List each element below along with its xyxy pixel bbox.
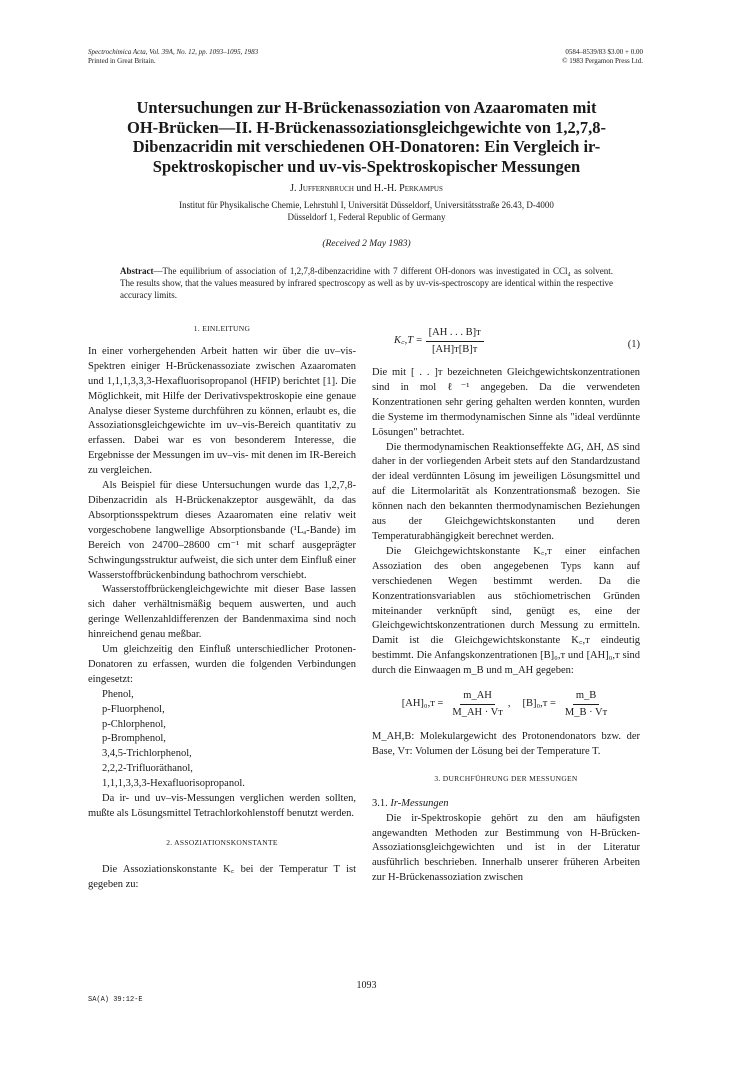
author-name: Juffernbruch <box>299 183 354 194</box>
equation-denominator: M_B · Vᴛ <box>564 707 608 719</box>
article-title <box>88 98 645 176</box>
author-line <box>88 183 645 194</box>
title-line: Spektroskopischer und uv-vis-Spektroskopischer Messungen <box>152 156 581 176</box>
equation-numerator: m_AH <box>460 689 495 705</box>
paragraph: Die ir-Spektroskopie gehört zu den am häufigsten angewandten Methoden zur Bestimmung von H-Brücken-Assoziationsgleichgewichten und ist in der Literatur ausführlich beschrieben. Innerhalb unserer früheren Arbeiten zur H-Brückenassoziation zwischen <box>372 812 640 884</box>
journal-citation-line: Spectrochimica Acta, Vol. 39A, No. 12, pp. 1093–1095, 1983 <box>88 48 259 56</box>
compound-item: 2,2,2-Trifluoräthanol, <box>102 763 193 775</box>
equation-numerator: m_B <box>573 689 599 705</box>
equation-lhs: K꜀,T = <box>394 335 423 347</box>
subsection-heading <box>372 797 640 812</box>
left-column <box>88 322 356 893</box>
right-column <box>372 322 640 886</box>
equation-numerator: [AH . . . B]ᴛ <box>426 326 484 342</box>
paragraph: Die thermodynamischen Reaktionseffekte ΔG, ΔH, ΔS sind daher in der vorliegenden Arbeit stets auf den Standardzustand der ideal verdünnten Lösung im jeweiligen Lösungsmittel und auf die Litermolarität als Konzentrationsmaß bezogen. Sie können nach den bekannten thermodynamischen Beziehungen aus der Gleichgewichtskonstanten und deren Temperaturabhängigkeit berechnet werden. <box>372 441 640 542</box>
title-line: Untersuchungen zur H-Brückenassoziation von Azaaromaten mit <box>136 98 597 117</box>
abstract-text: —The equilibrium of association of 1,2,7,8-dibenzacridine with 7 different OH-donors was investigated in CCl₄ as solvent. The results show, that the values measured by infrared spectroscopy as well as by uv-vis-spectroscopy are identical within the respective accuracy limits. <box>120 266 613 300</box>
printed-in-line: Printed in Great Britain. <box>88 57 156 65</box>
equation-lhs: [AH]₀,ᴛ = <box>401 698 444 710</box>
page-number: 1093 <box>356 980 377 991</box>
issn-price-line: 0584–8539/83 $3.00 + 0.00 <box>565 48 643 56</box>
received-date: (Received 2 May 1983) <box>322 239 411 249</box>
compound-item: p-Bromphenol, <box>102 733 166 745</box>
paragraph: Wasserstoffbrückengleichgewichte mit dieser Base lassen sich daher verhältnismäßig bequem auswerten, und auch geringe Wellenzahldifferenzen der Bandenmaxima sind noch hinreichend genau meßbar. <box>88 584 356 641</box>
abstract <box>120 265 613 301</box>
copyright-line: © 1983 Pergamon Press Ltd. <box>562 57 643 65</box>
paragraph: Die mit [ . . ]ᴛ bezeichneten Gleichgewichtskonzentrationen sind in mol ℓ⁻¹ angegeben. Da die verwendeten Konzentrationen sehr gering gehalten werden konnten, wurden die Systeme im thermodynamischen Sinne als "ideal verdünnte Lösungen" betrachtet. <box>372 367 640 438</box>
equation-lhs: [B]₀,ᴛ = <box>522 698 556 710</box>
affiliation-line: Institut für Physikalische Chemie, Lehrstuhl I, Universität Düsseldorf, Universitätsstraße 26.43, D-4000 <box>179 200 554 210</box>
compound-item: 3,4,5-Trichlorphenol, <box>102 748 192 760</box>
equation-denominator: M_AH · Vᴛ <box>452 707 503 719</box>
compound-item: 1,1,1,3,3,3-Hexafluorisopropanol. <box>102 778 245 790</box>
author-initial: J. <box>290 183 300 194</box>
compound-item: p-Fluorphenol, <box>102 703 165 715</box>
author-initial: H.-H. <box>373 183 400 194</box>
equation-denominator: [AH]ᴛ[B]ᴛ <box>432 344 478 355</box>
affiliation-line: Düsseldorf 1, Federal Republic of Germany <box>287 212 446 222</box>
section-heading-durchfuehrung: 3. DURCHFÜHRUNG DER MESSUNGEN <box>434 773 578 783</box>
equation-2: [AH]₀,ᴛ = $\frac{m\_AH}{\text{M\_AH · Vᴛ}}$ , [B]₀,ᴛ = $\frac{m\_B}{\text{M\_B · Vᴛ}}$ <box>372 689 640 720</box>
subsection-title: Ir-Messungen <box>390 797 449 809</box>
paragraph: Die Assoziationskonstante K꜀ bei der Temperatur T ist gegeben zu: <box>88 863 356 890</box>
equation-1 <box>372 322 640 364</box>
equation-number: (1) <box>627 339 640 350</box>
author-name: Perkampus <box>399 183 443 194</box>
footer-code: SA(A) 39:12-E <box>88 996 143 1004</box>
paragraph: Da ir- und uv–vis-Messungen verglichen werden sollten, mußte als Lösungsmittel Tetrachlorkohlenstoff benutzt werden. <box>88 793 356 819</box>
paragraph: In einer vorhergehenden Arbeit hatten wir über die uv–vis-Spektren einiger H-Brückenassoziate zwischen Azaaromaten und 1,1,1,3,3,3-Hexafluorisopropanol (HFIP) berichtet [1]. Die Möglichkeit, mit Hilfe der Derivativspektroskopie eine genaue Analyse dieser Systeme durchführen zu können, erlaubt es, die Assoziationsgleichgewichte im uv–vis-Bereich quantitativ zu erfassen. Dabei war es von besonderem Interesse, die Ergebnisse der Messungen im uv–vis- mit denen im IR-Bereich zu vergleichen. <box>88 345 356 477</box>
compound-item: Phenol, <box>102 688 134 700</box>
compound-item: p-Chlorphenol, <box>102 718 166 730</box>
abstract-label: Abstract <box>120 266 154 276</box>
section-heading-assoziationskonstante: 2. ASSOZIATIONSKONSTANTE <box>166 837 278 847</box>
journal-citation <box>88 48 258 66</box>
subsection-number: 3.1. <box>372 797 391 809</box>
copyright-block <box>562 48 643 66</box>
paragraph: Als Beispiel für diese Untersuchungen wurde das 1,2,7,8-Dibenzacridin als H-Brückenakzeptor ausgewählt, da das Absorptionsspektrum dieses Azaaromaten eine relativ weit vorgeschobene langwellige Absorptionsbande (¹Lₐ-Bande) im Bereich von 24700–28600 cm⁻¹ mit scharf ausgeprägter Schwingungsstruktur aufweist, die sich unter dem Einfluß einer Wasserstoffbrückenbindung bathochrom verschiebt. <box>88 480 356 581</box>
affiliation <box>88 199 645 223</box>
title-line: Dibenzacridin mit verschiedenen OH-Donatoren: Ein Vergleich ir- <box>132 137 601 156</box>
title-line: OH-Brücken—II. H-Brückenassoziationsgleichgewichte von 1,2,7,8- <box>127 117 606 137</box>
paragraph: Um gleichzeitig den Einfluß unterschiedlicher Protonen-Donatoren zu erfassen, wurden die folgenden Verbindungen eingesetzt: <box>88 644 356 685</box>
section-heading-einleitung: 1. EINLEITUNG <box>193 324 251 333</box>
compound-list <box>88 688 356 792</box>
paragraph: Die Gleichgewichtskonstante K꜀,ᴛ einer einfachen Assoziation des oben angegebenen Typs kann auf verschiedenen Wegen bestimmt werden. Da die Konzentrationsvariablen aus stöchiometrischen Gründen miteinander verknüpft sind, genügt es, eine der Gleichgewichtskonzentrationen durch Messung zu ermitteln. Damit ist die Gleichgewichtskonstante K꜀,ᴛ eindeutig bestimmt. Die Anfangskonzentrationen [B]₀,ᴛ und [AH]₀,ᴛ sind durch die Einwaagen m_B und m_AH gegeben: <box>372 545 640 677</box>
author-conjunction: und <box>353 183 374 194</box>
paragraph: M_AH,B: Molekulargewicht des Protonendonators bzw. der Base, Vᴛ: Volumen der Lösung bei der Temperature T. <box>372 731 640 757</box>
